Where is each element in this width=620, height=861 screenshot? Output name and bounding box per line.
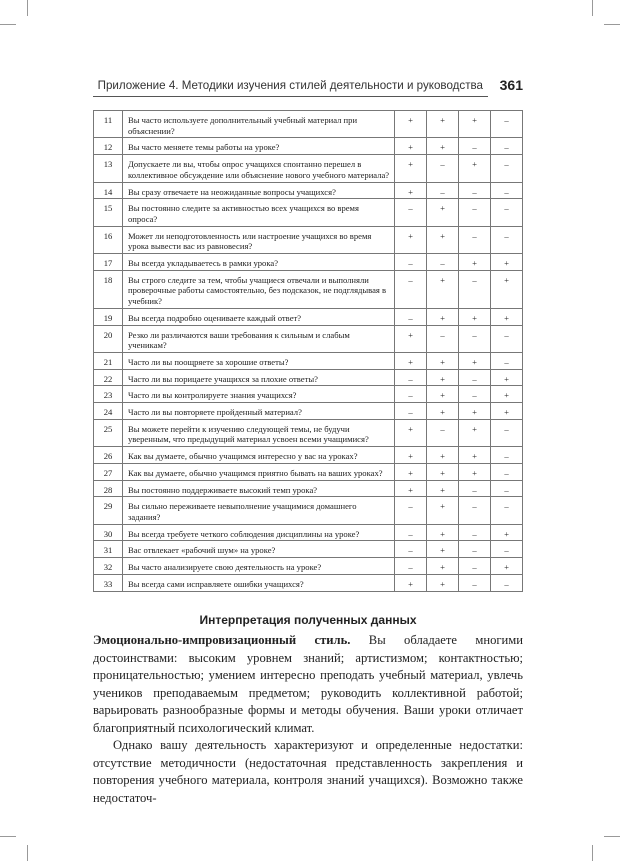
answer-mark: +: [427, 524, 459, 541]
answer-mark: –: [427, 325, 459, 352]
question-text: Вы всегда требуете четкого соблюдения дисциплины на уроке?: [123, 524, 395, 541]
question-text: Часто ли вы порицаете учащихся за плохие ответы?: [123, 369, 395, 386]
answer-mark: +: [427, 270, 459, 308]
answer-mark: +: [395, 226, 427, 253]
crop-mark: [27, 0, 28, 16]
answer-mark: +: [459, 463, 491, 480]
answer-mark: –: [459, 270, 491, 308]
question-number: 24: [94, 403, 123, 420]
answer-mark: –: [491, 226, 523, 253]
crop-mark: [592, 0, 593, 16]
question-text: Вы всегда укладываетесь в рамки урока?: [123, 254, 395, 271]
question-number: 30: [94, 524, 123, 541]
crop-mark: [604, 836, 620, 837]
answer-mark: +: [459, 419, 491, 446]
answer-mark: –: [491, 138, 523, 155]
answer-mark: +: [491, 308, 523, 325]
question-number: 11: [94, 111, 123, 138]
answer-mark: +: [459, 308, 491, 325]
table-row: [94, 138, 523, 155]
answer-mark: –: [427, 254, 459, 271]
answer-mark: +: [427, 447, 459, 464]
answer-mark: +: [427, 308, 459, 325]
question-text: Вы можете перейти к изучению следующей темы, не будучи уверенным, что предыдущий материал усвоен всеми учащимися?: [123, 419, 395, 446]
table-row: [94, 497, 523, 524]
answer-mark: +: [427, 386, 459, 403]
answer-mark: –: [395, 270, 427, 308]
answer-mark: +: [427, 199, 459, 226]
question-number: 25: [94, 419, 123, 446]
answer-mark: –: [459, 138, 491, 155]
answer-mark: –: [491, 111, 523, 138]
answer-mark: –: [395, 308, 427, 325]
answer-mark: –: [459, 524, 491, 541]
style-name: Эмоционально-импровизационный стиль.: [93, 633, 351, 647]
answer-mark: +: [491, 558, 523, 575]
question-text: Вы строго следите за тем, чтобы учащиеся отвечали и выполняли проверочные работы самостоятельно, без подсказок, не подглядывая в учебник?: [123, 270, 395, 308]
table-row: [94, 541, 523, 558]
answer-mark: +: [395, 352, 427, 369]
table-row: [94, 386, 523, 403]
table-row: [94, 325, 523, 352]
paragraph-2: Однако вашу деятельность характеризуют и определенные недостатки: отсутствие методичности (недостаточная представленность закрепления и повторения учебного материала, контроля знаний учащихся). Возможно также недостаточ-: [93, 738, 523, 805]
page-number: 361: [499, 77, 523, 93]
crop-mark: [592, 845, 593, 861]
answer-mark: +: [491, 386, 523, 403]
table-row: [94, 480, 523, 497]
answer-mark: –: [427, 419, 459, 446]
answer-mark: +: [427, 226, 459, 253]
crop-mark: [27, 845, 28, 861]
answer-mark: +: [491, 369, 523, 386]
answer-mark: +: [459, 155, 491, 182]
question-text: Вы сильно переживаете невыполнение учащимися домашнего задания?: [123, 497, 395, 524]
table-row: [94, 155, 523, 182]
answer-mark: –: [459, 199, 491, 226]
answer-mark: +: [427, 369, 459, 386]
answer-mark: –: [459, 386, 491, 403]
paragraph-1-text: Вы обладаете многими достоинствами: высоким уровнем знаний; артистизмом; контактностью; проницательностью; умением интересно преподать учебный материал, увлечь учеников преподаваемым предметом; руководить коллективной работой; варьировать разнообразные формы и методы обучения. Ваши уроки отличает благоприятный психологический климат.: [93, 633, 524, 735]
question-number: 27: [94, 463, 123, 480]
answer-mark: –: [491, 419, 523, 446]
answer-mark: –: [491, 497, 523, 524]
question-number: 28: [94, 480, 123, 497]
answer-mark: +: [427, 480, 459, 497]
answer-mark: –: [491, 480, 523, 497]
answer-mark: –: [427, 182, 459, 199]
answer-mark: –: [395, 524, 427, 541]
answer-mark: –: [491, 182, 523, 199]
answer-mark: –: [459, 541, 491, 558]
answer-mark: +: [395, 463, 427, 480]
answer-mark: –: [459, 558, 491, 575]
answer-mark: +: [427, 541, 459, 558]
question-text: Вы всегда подробно оцениваете каждый ответ?: [123, 308, 395, 325]
answer-mark: –: [491, 325, 523, 352]
answer-mark: +: [427, 558, 459, 575]
question-text: Вы часто анализируете свою деятельность на уроке?: [123, 558, 395, 575]
answer-mark: +: [395, 155, 427, 182]
question-number: 20: [94, 325, 123, 352]
answer-mark: –: [491, 541, 523, 558]
question-number: 23: [94, 386, 123, 403]
answer-mark: +: [491, 270, 523, 308]
question-number: 15: [94, 199, 123, 226]
answer-mark: –: [459, 480, 491, 497]
table-row: [94, 352, 523, 369]
question-number: 21: [94, 352, 123, 369]
answer-mark: +: [491, 403, 523, 420]
answer-mark: –: [491, 463, 523, 480]
table-row: [94, 111, 523, 138]
answer-mark: –: [459, 497, 491, 524]
answer-mark: +: [427, 111, 459, 138]
questionnaire-body: [94, 111, 523, 592]
answer-mark: +: [395, 574, 427, 591]
table-row: [94, 419, 523, 446]
question-number: 33: [94, 574, 123, 591]
question-number: 12: [94, 138, 123, 155]
answer-mark: –: [459, 226, 491, 253]
answer-mark: +: [395, 447, 427, 464]
crop-mark: [604, 24, 620, 25]
question-text: Часто ли вы поощряете за хорошие ответы?: [123, 352, 395, 369]
answer-mark: –: [395, 199, 427, 226]
question-number: 19: [94, 308, 123, 325]
question-number: 26: [94, 447, 123, 464]
question-text: Часто ли вы повторяете пройденный материал?: [123, 403, 395, 420]
table-row: [94, 254, 523, 271]
question-number: 31: [94, 541, 123, 558]
table-row: [94, 199, 523, 226]
question-text: Часто ли вы контролируете знания учащихся?: [123, 386, 395, 403]
question-text: Как вы думаете, обычно учащимся интересно у вас на уроках?: [123, 447, 395, 464]
table-row: [94, 574, 523, 591]
question-number: 29: [94, 497, 123, 524]
question-text: Вы постоянно следите за активностью всех учащихся во время опроса?: [123, 199, 395, 226]
answer-mark: +: [427, 138, 459, 155]
answer-mark: +: [427, 403, 459, 420]
answer-mark: –: [395, 386, 427, 403]
question-number: 32: [94, 558, 123, 575]
answer-mark: –: [491, 574, 523, 591]
section-heading: Интерпретация полученных данных: [199, 613, 417, 627]
question-text: Вас отвлекает «рабочий шум» на уроке?: [123, 541, 395, 558]
question-number: 13: [94, 155, 123, 182]
table-row: [94, 182, 523, 199]
answer-mark: –: [395, 497, 427, 524]
answer-mark: +: [459, 352, 491, 369]
answer-mark: +: [427, 463, 459, 480]
answer-mark: –: [395, 558, 427, 575]
crop-mark: [0, 24, 16, 25]
table-row: [94, 524, 523, 541]
answer-mark: –: [395, 403, 427, 420]
answer-mark: +: [459, 403, 491, 420]
running-header: [93, 77, 523, 99]
answer-mark: +: [491, 254, 523, 271]
questionnaire-table: [93, 110, 523, 592]
question-number: 18: [94, 270, 123, 308]
answer-mark: –: [459, 574, 491, 591]
question-text: Вы постоянно поддерживаете высокий темп урока?: [123, 480, 395, 497]
answer-mark: +: [395, 182, 427, 199]
answer-mark: +: [459, 111, 491, 138]
question-text: Вы сразу отвечаете на неожиданные вопросы учащихся?: [123, 182, 395, 199]
answer-mark: –: [491, 155, 523, 182]
answer-mark: +: [427, 352, 459, 369]
question-number: 22: [94, 369, 123, 386]
table-row: [94, 308, 523, 325]
table-row: [94, 558, 523, 575]
answer-mark: –: [459, 325, 491, 352]
question-text: Резко ли различаются ваши требования к сильным и слабым ученикам?: [123, 325, 395, 352]
question-number: 16: [94, 226, 123, 253]
answer-mark: +: [459, 254, 491, 271]
answer-mark: –: [459, 182, 491, 199]
question-text: Вы всегда сами исправляете ошибки учащихся?: [123, 574, 395, 591]
answer-mark: +: [395, 111, 427, 138]
answer-mark: +: [395, 138, 427, 155]
question-number: 14: [94, 182, 123, 199]
answer-mark: +: [491, 524, 523, 541]
running-title: Приложение 4. Методики изучения стилей деятельности и руководства: [97, 79, 483, 92]
answer-mark: +: [427, 574, 459, 591]
crop-mark: [0, 836, 16, 837]
answer-mark: +: [459, 447, 491, 464]
table-row: [94, 270, 523, 308]
table-row: [94, 226, 523, 253]
question-text: Вы часто меняете темы работы на уроке?: [123, 138, 395, 155]
answer-mark: +: [395, 419, 427, 446]
question-text: Может ли неподготовленность или настроение учащихся во время урока вывести вас из равновесия?: [123, 226, 395, 253]
answer-mark: –: [491, 352, 523, 369]
paragraph-1: [93, 632, 523, 737]
question-text: Вы часто используете дополнительный учебный материал при объяснении?: [123, 111, 395, 138]
interpretation-text: [93, 632, 523, 807]
answer-mark: –: [395, 541, 427, 558]
answer-mark: –: [459, 369, 491, 386]
table-row: [94, 369, 523, 386]
answer-mark: –: [395, 254, 427, 271]
answer-mark: –: [427, 155, 459, 182]
answer-mark: –: [491, 447, 523, 464]
answer-mark: –: [491, 199, 523, 226]
header-rule: [93, 96, 488, 97]
question-text: Допускаете ли вы, чтобы опрос учащихся спонтанно перешел в коллективное обсуждение или объяснение нового учебного материала?: [123, 155, 395, 182]
question-text: Как вы думаете, обычно учащимся приятно бывать на ваших уроках?: [123, 463, 395, 480]
table-row: [94, 403, 523, 420]
answer-mark: –: [395, 369, 427, 386]
answer-mark: +: [395, 480, 427, 497]
table-row: [94, 463, 523, 480]
question-number: 17: [94, 254, 123, 271]
answer-mark: +: [395, 325, 427, 352]
answer-mark: +: [427, 497, 459, 524]
table-row: [94, 447, 523, 464]
